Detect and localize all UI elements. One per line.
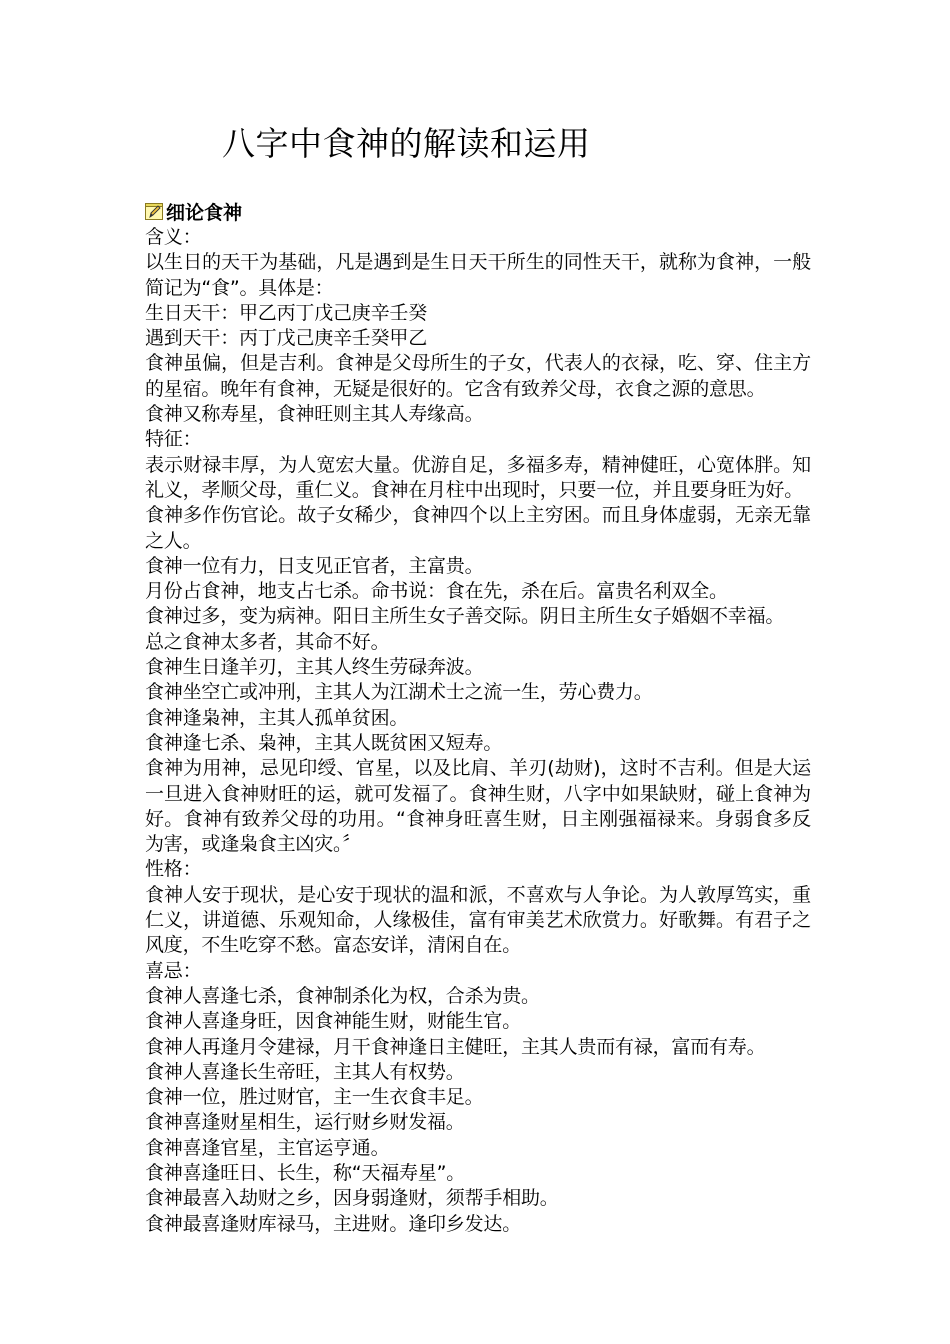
- section-heading: [145, 197, 811, 225]
- body-line: 食神喜逢旺日、长生，称“天福寿星”。: [145, 1161, 466, 1184]
- document-body: [145, 197, 811, 1237]
- body-line: 喜忌：: [145, 959, 202, 982]
- body-lines: [145, 225, 811, 1237]
- body-line: 食神逢七杀、枭神，主其人既贫困又短寿。: [145, 731, 503, 754]
- section-title: 细论食神: [166, 201, 243, 224]
- body-paragraph: 以生日的天干为基础，凡是遇到是生日天干所生的同性天干，就称为食神，一般简记为“食”。具体是：: [145, 251, 811, 299]
- body-line: 食神最喜入劫财之乡，因身弱逢财，须帮手相助。: [145, 1187, 559, 1210]
- body-line: 食神过多，变为病神。阳日主所生女子善交际。阴日主所生女子婚姻不幸福。: [145, 605, 785, 628]
- body-line: 食神又称寿星，食神旺则主其人寿缘高。: [145, 403, 484, 426]
- body-line: 性格：: [145, 858, 202, 881]
- body-paragraph: 食神虽偏，但是吉利。食神是父母所生的子女，代表人的衣禄，吃、穿、住主方的星宿。晚年有食神，无疑是很好的。它含有致养父母，衣食之源的意思。: [145, 352, 811, 400]
- body-line: 总之食神太多者，其命不好。: [145, 630, 390, 653]
- body-line: 含义：: [145, 226, 202, 248]
- body-line: 食神最喜逢财库禄马，主进财。逢印乡发达。: [145, 1212, 522, 1235]
- body-paragraph: 食神人安于现状，是心安于现状的温和派，不喜欢与人争论。为人敦厚笃实，重仁义，讲道德、乐观知命，人缘极佳，富有审美艺术欣赏力。好歌舞。有君子之风度，不生吃穿不愁。富态安详，清闲自在。: [145, 883, 811, 957]
- body-line: 食神喜逢财星相生，运行财乡财发福。: [145, 1111, 465, 1134]
- body-line: 食神人喜逢七杀，食神制杀化为权，合杀为贵。: [145, 984, 540, 1007]
- body-line: 食神坐空亡或冲刑，主其人为江湖术士之流一生，劳心费力。: [145, 681, 653, 704]
- body-line: 生日天干：甲乙丙丁戊己庚辛壬癸: [145, 301, 428, 324]
- body-line: 食神人喜逢长生帝旺，主其人有权势。: [145, 1060, 465, 1083]
- body-line: 食神喜逢官星，主官运亨通。: [145, 1136, 390, 1159]
- body-line: 遇到天干：丙丁戊己庚辛壬癸甲乙: [145, 327, 428, 350]
- body-line: 月份占食神，地支占七杀。命书说：食在先，杀在后。富贵名利双全。: [145, 580, 728, 603]
- body-line: 食神一位有力，日支见正官者，主富贵。: [145, 554, 484, 577]
- body-line: 食神一位，胜过财官，主一生衣食丰足。: [145, 1086, 484, 1109]
- note-pencil-icon: [145, 202, 164, 221]
- body-line: 食神生日逢羊刃，主其人终生劳碌奔波。: [145, 656, 484, 679]
- body-paragraph: 食神为用神，忌见印绶、官星，以及比肩、羊刃(劫财)，这时不吉利。但是大运一旦进入食神财旺的运，就可发福了。食神生财，八字中如果缺财，碰上食神为好。食神有致养父母的功用。“食神身旺喜生财，日主刚强福禄来。身弱食多反为害，或逢枭食主凶灾。〞: [145, 757, 811, 856]
- body-line: 食神人再逢月令建禄，月干食神逢日主健旺，主其人贵而有禄，富而有寿。: [145, 1035, 766, 1058]
- page-title: 八字中食神的解读和运用: [222, 124, 591, 163]
- body-line: 特征：: [145, 428, 202, 451]
- body-paragraph: 表示财禄丰厚，为人宽宏大量。优游自足，多福多寿，精神健旺，心宽体胖。知礼义，孝顺父母，重仁义。食神在月柱中出现时，只要一位，并且要身旺为好。: [145, 453, 811, 501]
- body-line: 食神人喜逢身旺，因食神能生财，财能生官。: [145, 1010, 522, 1033]
- body-line: 食神逢枭神，主其人孤单贫困。: [145, 706, 409, 729]
- body-paragraph: 食神多作伤官论。故子女稀少，食神四个以上主穷困。而且身体虚弱，无亲无靠之人。: [145, 504, 811, 552]
